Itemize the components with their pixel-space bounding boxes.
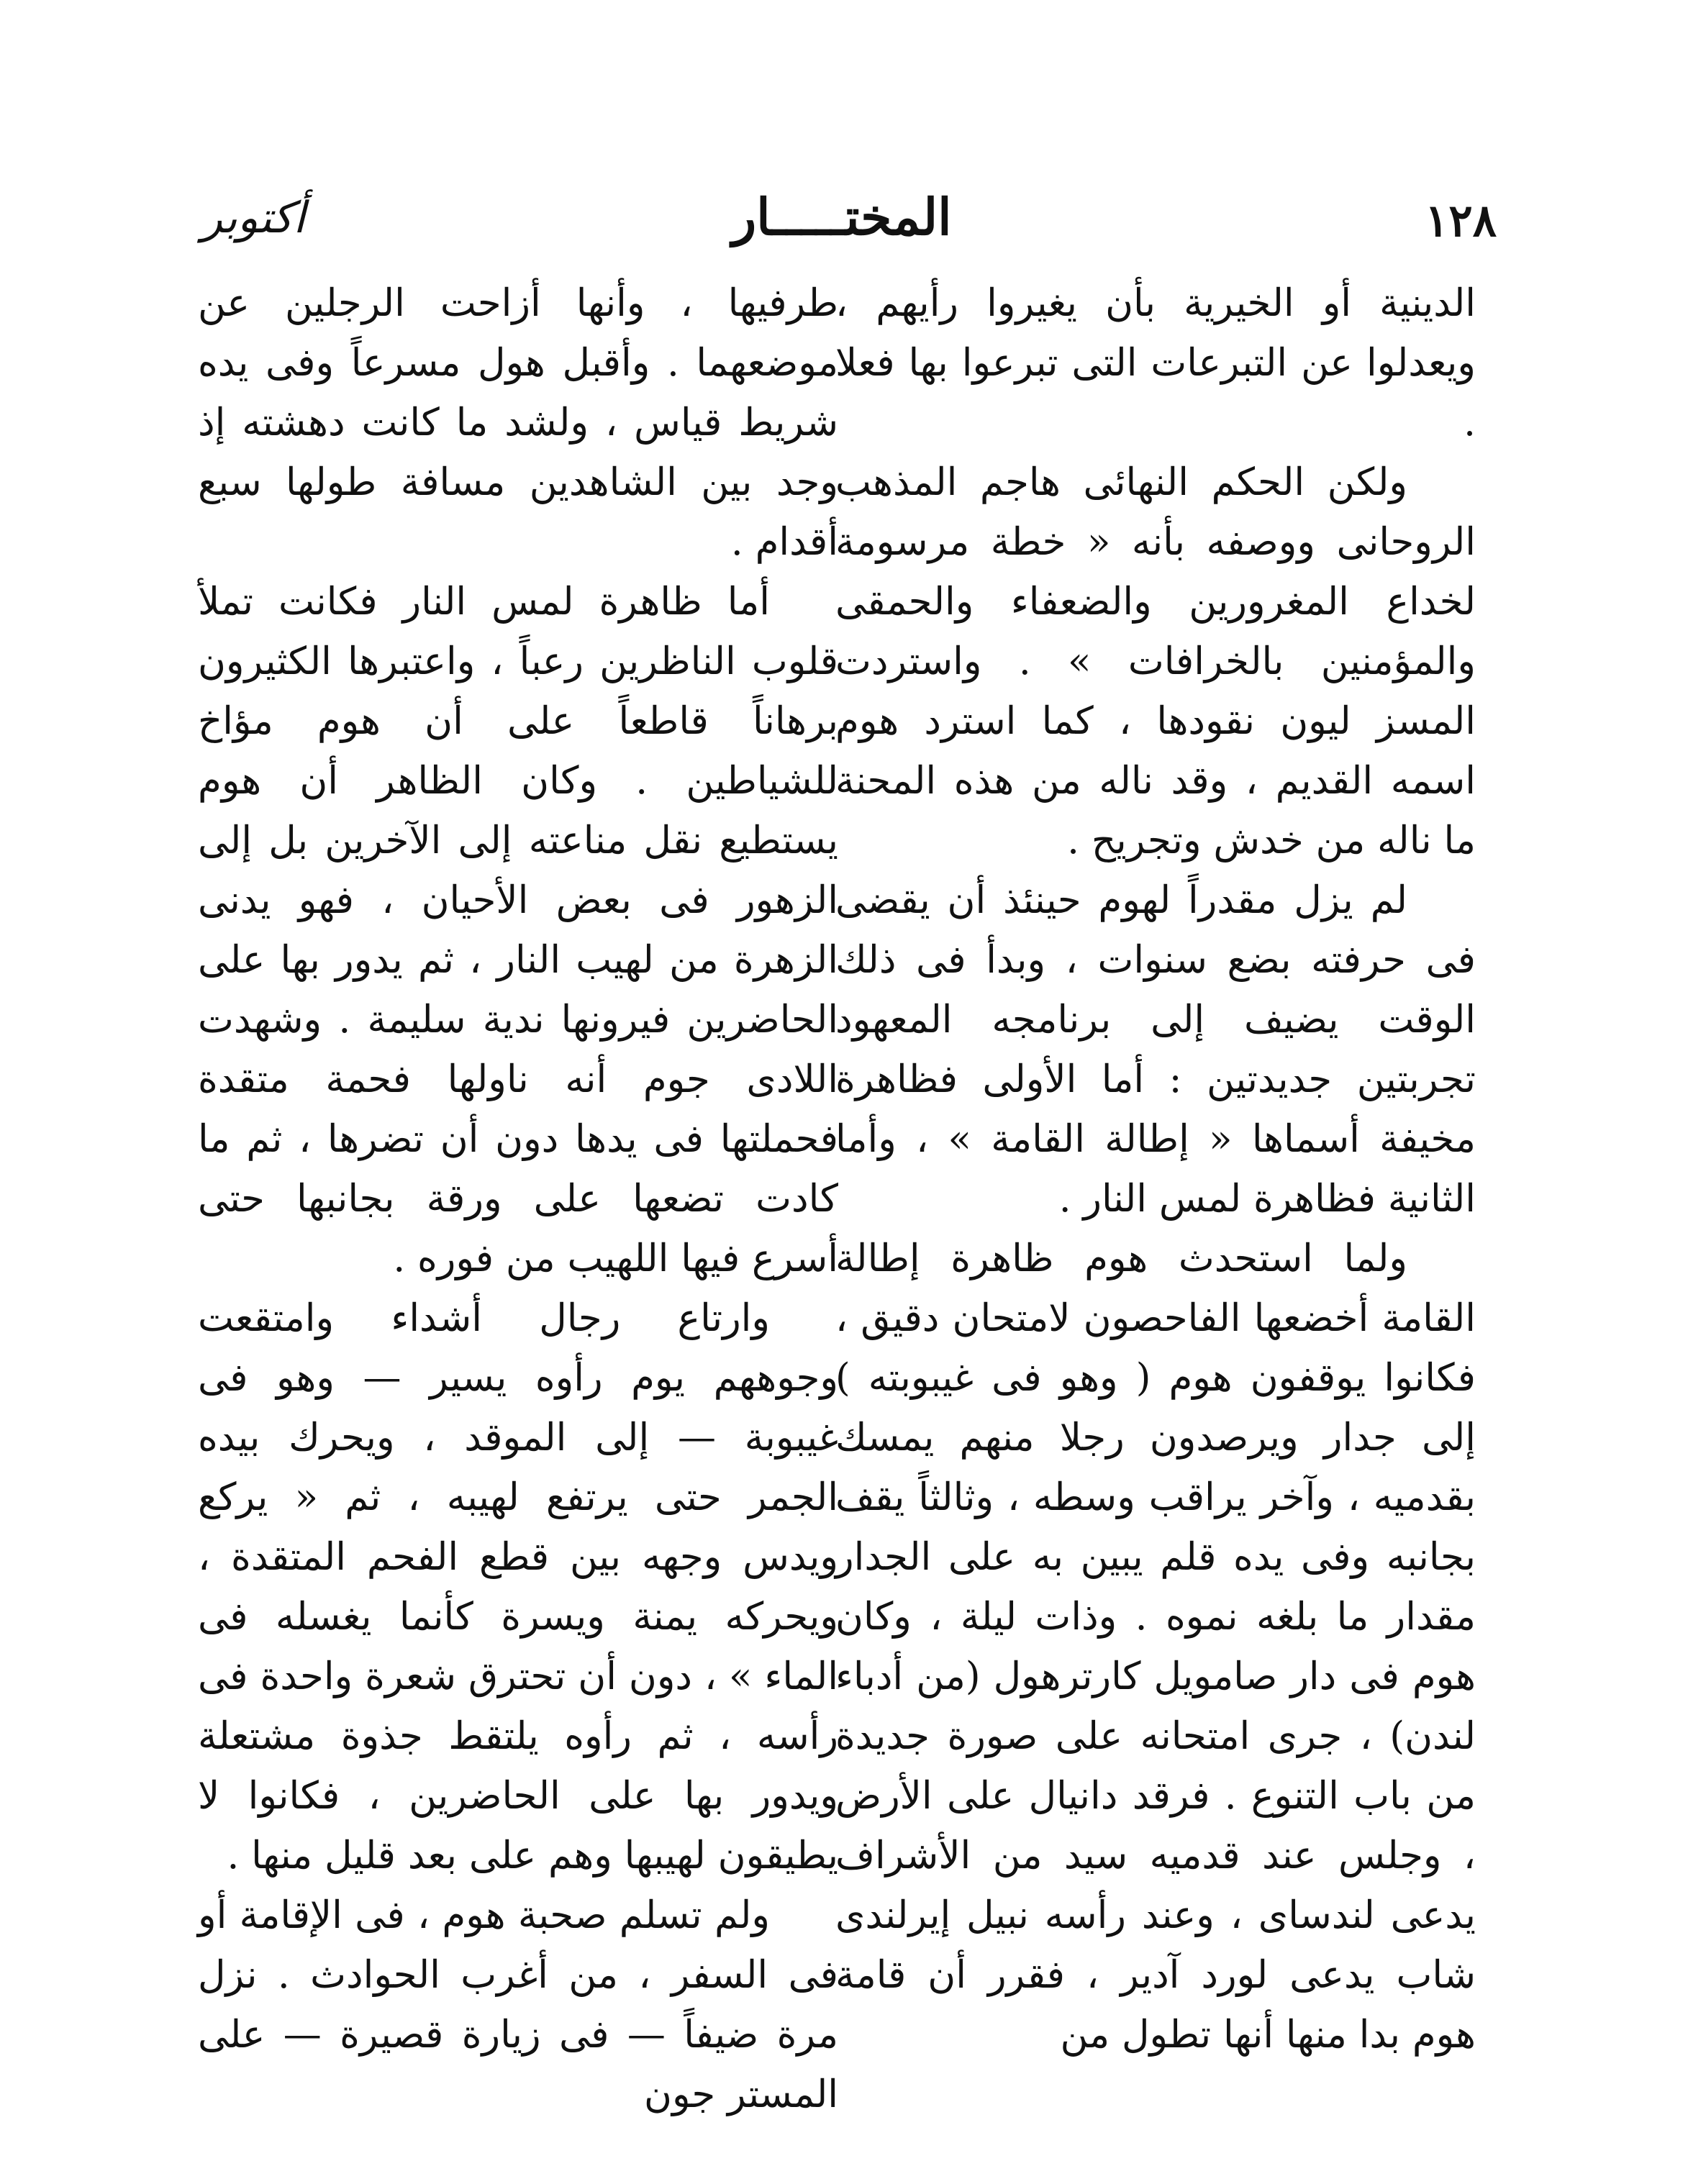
- paragraph: الدينية أو الخيرية بأن يغيروا رأيهم ، ويعدلوا عن التبرعات التى تبرعوا بها فعلا .: [835, 281, 1476, 445]
- left-column: [198, 273, 838, 2124]
- paragraph: ولما استحدث هوم ظاهرة إطالة القامة أخضعها الفاحصون لامتحان دقيق ، فكانوا يوقفون هوم ( وهو فى غيبوبته ) إلى جدار ويرصدون رجلا منهم يمسك بقدميه ، وآخر يراقب وسطه ، وثالثاً يقف بجانبه وفى يده قلم يبين به على الجدار مقدار ما بلغه نموه . وذات ليلة ، وكان هوم فى دار صامويل كارترهول (من أدباء لندن) ، جرى امتحانه على صورة جديدة من باب التنوع . فرقد دانيال على الأرض ، وجلس عند قدميه سيد من الأشراف يدعى لندساى ، وعند رأسه نبيل إيرلندى شاب يدعى لورد آدير ، فقرر أن قامة هوم بدا منها أنها تطول من: [835, 1237, 1476, 2057]
- magazine-title: المختـــــار: [732, 187, 952, 247]
- issue-month: أكتوبر: [201, 193, 306, 243]
- paragraph: لم يزل مقدراً لهوم حينئذ أن يقضى فى حرفته بضع سنوات ، وبدأ فى ذلك الوقت يضيف إلى برنامجه المعهود تجربتين جديدتين : أما الأولى فظاهرة مخيفة أسماها « إطالة القامة » ، وأما الثانية فظاهرة لمس النار .: [835, 878, 1476, 1221]
- paragraph: ولم تسلم صحبة هوم ، فى الإقامة أو فى السفر ، من أغرب الحوادث . نزل مرة ضيفاً — فى زيارة قصيرة — على المستر جون: [198, 1893, 838, 2116]
- paragraph: وارتاع رجال أشداء وامتقعت وجوههم يوم رأوه يسير — وهو فى غيبوبة — إلى الموقد ، ويحرك بيده الجمر حتى يرتفع لهيبه ، ثم « يركع ويدس وجهه بين قطع الفحم المتقدة ، ويحركه يمنة ويسرة كأنما يغسله فى الماء » ، دون أن تحترق شعرة واحدة فى رأسه ، ثم رأوه يلتقط جذوة مشتعلة ويدور بها على الحاضرين ، فكانوا لا يطيقون لهيبها وهم على بعد قليل منها .: [198, 1296, 838, 1878]
- paragraph: أما ظاهرة لمس النار فكانت تملأ قلوب الناظرين رعباً ، واعتبرها الكثيرون برهاناً قاطعاً على أن هوم مؤاخ للشياطين . وكان الظاهر أن هوم يستطيع نقل مناعته إلى الآخرين بل إلى الزهور فى بعض الأحيان ، فهو يدنى الزهرة من لهيب النار ، ثم يدور بها على الحاضرين فيرونها ندية سليمة . وشهدت اللادى جوم أنه ناولها فحمة متقدة فحملتها فى يدها دون أن تضرها ، ثم ما كادت تضعها على ورقة بجانبها حتى أسرع فيها اللهيب من فوره .: [198, 580, 838, 1280]
- page-number: ١٢٨: [1425, 194, 1497, 247]
- right-column: [835, 273, 1476, 2065]
- paragraph: طرفيها ، وأنها أزاحت الرجلين عن موضعهما . وأقبل هول مسرعاً وفى يده شريط قياس ، ولشد ما كانت دهشته إذ وجد بين الشاهدين مسافة طولها سبع أقدام .: [198, 281, 838, 564]
- paragraph: ولكن الحكم النهائى هاجم المذهب الروحانى ووصفه بأنه « خطة مرسومة لخداع المغرورين والضعفاء والحمقى والمؤمنين بالخرافات » . واستردت المسز ليون نقودها ، كما استرد هوم اسمه القديم ، وقد ناله من هذه المحنة ما ناله من خدش وتجريح .: [835, 460, 1476, 863]
- page-header: [187, 173, 1497, 252]
